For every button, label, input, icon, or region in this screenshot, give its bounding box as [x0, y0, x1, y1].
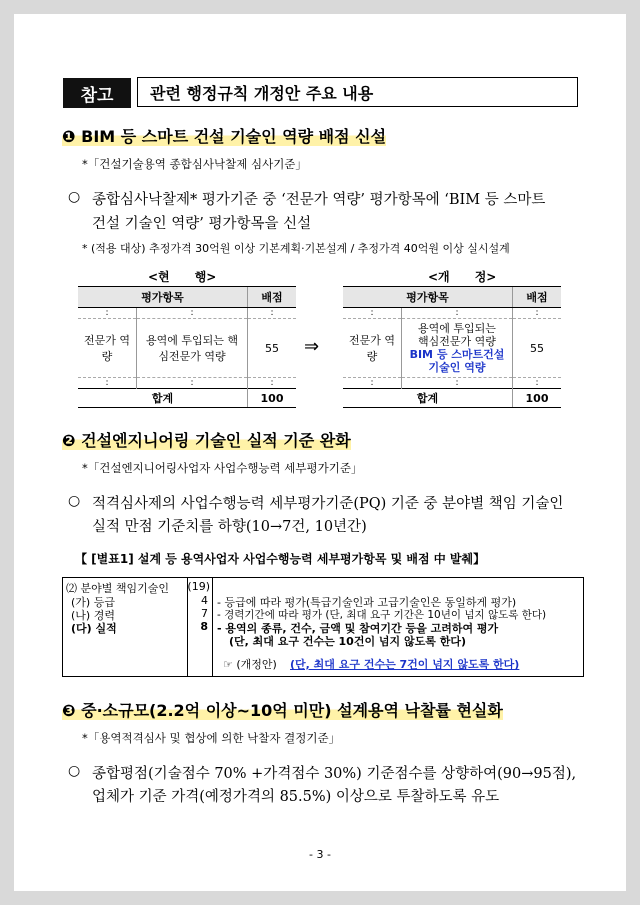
- revised-label: <개 정>: [428, 270, 497, 284]
- dots: :: [137, 378, 248, 389]
- section1-title: ❶ BIM 등 스마트 건설 기술인 역량 배점 신설: [62, 127, 387, 146]
- dots: :: [78, 308, 137, 319]
- appendix-title: 【 [별표1] 설계 등 용역사업자 사업수행능력 세부평가항목 및 배점 中 발췌】: [75, 552, 486, 566]
- appendix-row-desc: - 등급에 따라 평가(특급기술인과 고급기술인은 동일하게 평가): [217, 596, 517, 609]
- header-title: 관련 행정규칙 개정안 주요 내용: [137, 77, 578, 107]
- section2-source: *「건설엔지니어링사업자 사업수행능력 세부평가기준」: [82, 461, 363, 475]
- dots: :: [137, 308, 248, 319]
- section2-body-line1: 적격심사제의 사업수행능력 세부평가기준(PQ) 기준 중 분야별 책임 기술인: [92, 496, 564, 512]
- arrow-icon: ⇒: [304, 336, 320, 357]
- dots: :: [248, 378, 297, 389]
- appendix-row-score: 7: [201, 607, 208, 620]
- current-label: <현 행>: [148, 270, 217, 284]
- col-item-header: 평가항목: [78, 287, 248, 308]
- section1-body-line1: 종합심사낙찰제* 평가기준 중 ‘전문가 역량’ 평가항목에 ‘BIM 등 스마트: [92, 192, 546, 208]
- revision-text: (단, 최대 요구 건수는 7건이 넘지 않도록 한다): [290, 658, 520, 671]
- dots: :: [513, 308, 562, 319]
- appendix-row-desc: - 경력기간에 따라 평가 (단, 최대 요구 기간은 10년이 넘지 않도록 한다): [217, 609, 547, 621]
- section1-body-line2: 건설 기술인 역량’ 평가항목을 신설: [92, 216, 312, 232]
- section2-title: ❷ 건설엔지니어링 기술인 실적 기준 완화: [62, 431, 351, 450]
- score-cell: 55: [248, 319, 297, 378]
- revised-item-line2: 핵심전문가 역량: [418, 335, 496, 348]
- col-item-header: 평가항목: [343, 287, 513, 308]
- section1-source: *「건설기술용역 종합심사낙찰제 심사기준」: [82, 157, 307, 171]
- section3-source: *「용역적격심사 및 협상에 의한 낙찰자 결정기준」: [82, 731, 341, 745]
- section3-body-line2: 업체가 기준 가격(예정가격의 85.5%) 이상으로 투찰하도록 유도: [92, 789, 500, 805]
- score-cell: 55: [513, 319, 562, 378]
- appendix-desc-cont: (단, 최대 요구 건수는 10건이 넘지 않도록 한다): [229, 635, 466, 648]
- dots: :: [402, 378, 513, 389]
- item-cell: 용역에 투입되는 핵심전문가 역량: [137, 319, 248, 378]
- col-score-header: 배점: [248, 287, 297, 308]
- dots: :: [343, 308, 402, 319]
- appendix-row-desc: - 용역의 종류, 건수, 금액 및 참여기간 등을 고려하여 평가: [217, 622, 499, 635]
- appendix-row-label: (나) 경력: [71, 609, 115, 622]
- revision-prefix: ☞ (개정안): [223, 658, 277, 671]
- category-cell: 전문가 역량: [83, 334, 130, 363]
- bullet-icon: ○: [68, 763, 81, 779]
- col-score-header: 배점: [513, 287, 562, 308]
- section3-title: ❸ 중·소규모(2.2억 이상~10억 미만) 설계용역 낙찰률 현실화: [62, 701, 503, 720]
- appendix-head: ⑵ 분야별 책임기술인: [66, 582, 170, 595]
- dots: :: [513, 378, 562, 389]
- appendix-label-col: [63, 578, 188, 676]
- appendix-box: [62, 577, 584, 677]
- total-label: 합계: [343, 389, 513, 408]
- section2-body-line2: 실적 만점 기준치를 하향(10→7건, 10년간): [92, 519, 367, 535]
- section3-body-line1: 종합평점(기술점수 70% +가격점수 30%) 기준점수를 상향하여(90→95점),: [92, 766, 577, 782]
- current-table: [78, 286, 296, 408]
- total-value: 100: [248, 389, 297, 408]
- appendix-head-score: (19): [187, 580, 210, 593]
- total-label: 합계: [78, 389, 248, 408]
- appendix-row-label: (다) 실적: [71, 622, 117, 635]
- bullet-icon: ○: [68, 189, 81, 205]
- appendix-score-col: [188, 578, 213, 676]
- appendix-row-label: (가) 등급: [71, 596, 115, 609]
- bullet-icon: ○: [68, 493, 81, 509]
- dots: :: [343, 378, 402, 389]
- revised-item-added: BIM 등 스마트건설 기술인 역량: [409, 348, 505, 374]
- reference-tag: 참고: [63, 78, 131, 108]
- dots: :: [402, 308, 513, 319]
- dots: :: [78, 378, 137, 389]
- page-number: - 3 -: [309, 848, 331, 861]
- appendix-row-score: 8: [200, 620, 208, 633]
- revised-item-line1: 용역에 투입되는: [418, 322, 496, 335]
- section1-note: * (적용 대상) 추정가격 30억원 이상 기본계획·기본설계 / 추정가격 40억원 이상 실시설계: [82, 242, 510, 255]
- appendix-row-score: 4: [201, 594, 208, 607]
- total-value: 100: [513, 389, 562, 408]
- category-cell: 전문가 역량: [348, 334, 395, 363]
- item-cell: [402, 319, 513, 378]
- revised-table: [343, 286, 561, 408]
- dots: :: [248, 308, 297, 319]
